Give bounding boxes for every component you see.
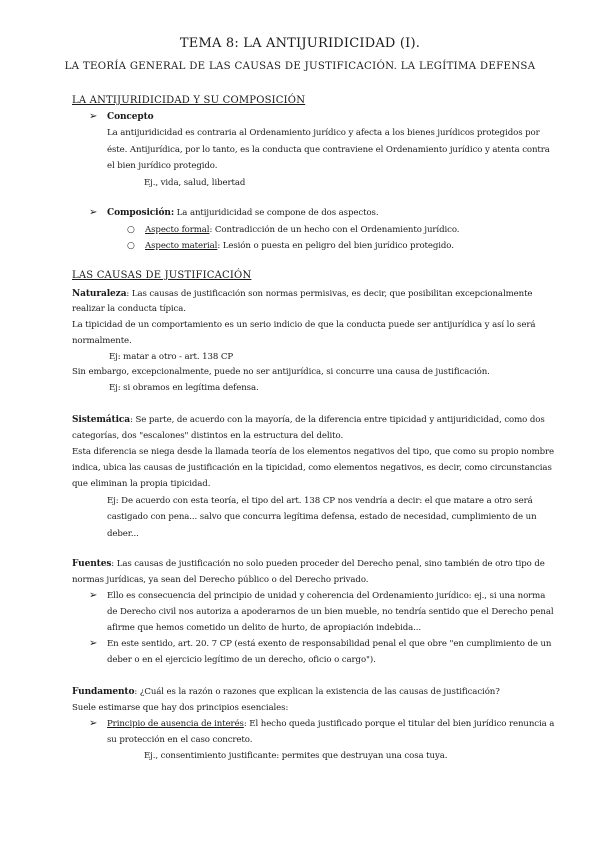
- fuentes-line: normas jurídicas, ya sean del Derecho público o del Derecho privado.: [72, 575, 369, 585]
- concepto-example: Ej., vida, salud, libertad: [144, 178, 246, 188]
- aspecto-text: : Lesión o puesta en peligro del bien jurídico protegido.: [217, 241, 454, 251]
- composicion-label: Composición:: [107, 208, 175, 218]
- fuentes-paragraph: [72, 558, 545, 570]
- fundamento-line: Suele estimarse que hay dos principios esenciales:: [72, 703, 289, 713]
- circle-bullet-icon: ○: [127, 241, 135, 251]
- naturaleza-example: Ej: si obramos en legítima defensa.: [109, 383, 259, 393]
- sistematica-line: que eliminan la propia tipicidad.: [72, 479, 211, 489]
- section-heading-causas: LAS CAUSAS DE JUSTIFICACIÓN: [72, 270, 252, 281]
- page-title: TEMA 8: LA ANTIJURIDICIDAD (I).: [179, 36, 421, 51]
- fundamento-bullet: [107, 718, 554, 730]
- aspecto-term: Aspecto material: [145, 241, 218, 251]
- section-heading-antijuridicidad: LA ANTIJURIDICIDAD Y SU COMPOSICIÓN: [72, 95, 306, 106]
- principio-term: Principio de ausencia de interés: [107, 719, 244, 729]
- arrow-bullet-icon: ➢: [89, 207, 98, 218]
- fundamento-paragraph: [72, 686, 500, 698]
- fuentes-bullet-line: deber o en el ejercicio legítimo de un derecho, oficio o cargo").: [107, 655, 376, 665]
- concepto-line: el bien jurídico protegido.: [107, 161, 218, 171]
- sistematica-paragraph: [72, 414, 545, 426]
- fuentes-first-line: : Las causas de justificación no solo pueden proceder del Derecho penal, sino también de otro tipo de: [111, 559, 545, 569]
- naturaleza-line: Sin embargo, excepcionalmente, puede no ser antijurídica, si concurre una causa de justificación.: [72, 367, 490, 377]
- fuentes-label: Fuentes: [72, 559, 112, 569]
- arrow-bullet-icon: ➢: [89, 111, 98, 122]
- principio-text: : El hecho queda justificado porque el titular del bien jurídico renuncia a: [243, 719, 555, 729]
- sistematica-first-line: : Se parte, de acuerdo con la mayoría, de la diferencia entre tipicidad y antijuridicidad, como dos: [130, 415, 545, 425]
- concepto-label: Concepto: [107, 112, 154, 122]
- naturaleza-example: Ej: matar a otro - art. 138 CP: [109, 352, 234, 362]
- fundamento-example: Ej., consentimiento justificante: permites que destruyan una cosa tuya.: [144, 751, 448, 761]
- fuentes-bullet-line: de Derecho civil nos autoriza a apoderarnos de un bien mueble, no tendría sentido que el Derecho penal: [107, 607, 554, 617]
- fundamento-label: Fundamento: [72, 687, 135, 697]
- naturaleza-line: normalmente.: [72, 336, 132, 346]
- arrow-bullet-icon: ➢: [89, 638, 98, 649]
- sistematica-example: deber...: [107, 529, 139, 539]
- aspecto-item: [145, 240, 454, 252]
- concepto-line: éste. Antijurídica, por lo tanto, es la conducta que contraviene el Ordenamiento jurídico y atenta contra: [107, 145, 550, 155]
- page-subtitle: LA TEORÍA GENERAL DE LAS CAUSAS DE JUSTIFICACIÓN. LA LEGÍTIMA DEFENSA: [64, 61, 536, 72]
- fundamento-first-line: : ¿Cuál es la razón o razones que explican la existencia de las causas de justificación?: [134, 687, 500, 697]
- fuentes-bullet-line: En este sentido, art. 20. 7 CP (está exento de responsabilidad penal el que obre "en cumplimiento de un: [107, 639, 552, 649]
- sistematica-example: castigado con pena... salvo que concurra legítima defensa, estado de necesidad, cumplimiento de un: [107, 512, 537, 522]
- sistematica-line: categorías, dos "escalones" distintos en la estructura del delito.: [72, 431, 344, 441]
- aspecto-item: [145, 224, 459, 236]
- arrow-bullet-icon: ➢: [89, 718, 98, 729]
- naturaleza-line: realizar la conducta típica.: [72, 304, 186, 314]
- naturaleza-line: La tipicidad de un comportamiento es un serio indicio de que la conducta puede ser antijurídica y así lo será: [72, 320, 536, 330]
- aspecto-text: : Contradicción de un hecho con el Ordenamiento jurídico.: [209, 225, 460, 235]
- sistematica-label: Sistemática: [72, 415, 131, 425]
- composicion-paragraph: [107, 207, 378, 219]
- concepto-line: La antijuridicidad es contraria al Ordenamiento jurídico y afecta a los bienes jurídicos protegidos por: [107, 128, 540, 138]
- sistematica-example: Ej: De acuerdo con esta teoría, el tipo del art. 138 CP nos vendría a decir: el que matare a otro será: [107, 496, 533, 506]
- sistematica-line: indica, ubica las causas de justificación en la tipicidad, como elementos negativos, es decir, como circunstancias: [72, 463, 552, 473]
- aspecto-term: Aspecto formal: [145, 225, 210, 235]
- naturaleza-paragraph: [72, 288, 532, 300]
- naturaleza-first-line: : Las causas de justificación son normas permisivas, es decir, que posibilitan excepcionalmente: [126, 289, 533, 299]
- fuentes-bullet-line: afirme que hemos cometido un delito de hurto, de apropiación indebida...: [107, 623, 422, 633]
- circle-bullet-icon: ○: [127, 225, 135, 235]
- naturaleza-label: Naturaleza: [72, 289, 127, 299]
- fundamento-bullet-line: su protección en el caso concreto.: [107, 735, 253, 745]
- fuentes-bullet-line: Ello es consecuencia del principio de unidad y coherencia del Ordenamiento jurídico: ej., si una norma: [107, 591, 546, 601]
- composicion-text: La antijuridicidad se compone de dos aspectos.: [174, 208, 379, 218]
- arrow-bullet-icon: ➢: [89, 590, 98, 601]
- sistematica-line: Esta diferencia se niega desde la llamada teoría de los elementos negativos del tipo, que como su propio nombre: [72, 447, 555, 457]
